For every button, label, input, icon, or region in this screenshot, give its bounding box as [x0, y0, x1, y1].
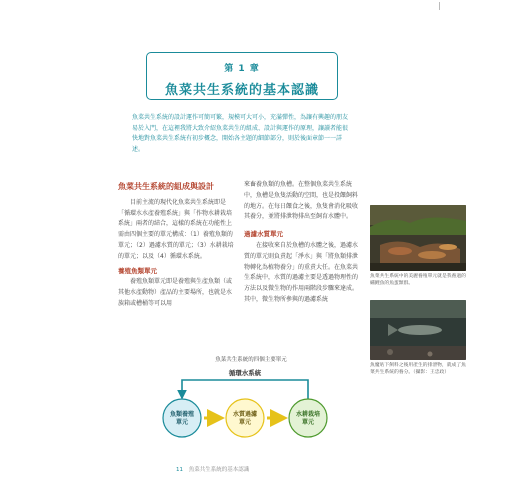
photo-fish	[370, 300, 466, 360]
chapter-intro: 魚菜共生系統的設計運作可簡可繁，規模可大可小，充滿彈性，為讓有興趣的朋友易於入門，在這裡我將大致介紹魚菜共生的組成、設計與運作的原理，讓讀者能很快地對魚菜共生系統有初步概念，開始各主題的細節部分，則於後面章節一一詳述。	[132, 114, 349, 153]
page-footer	[176, 465, 249, 473]
node-plant-unit	[289, 399, 327, 437]
running-footer: 魚菜共生系統的基本認識	[188, 467, 250, 473]
subsection-paragraph-fish: 養殖魚類單元即是養殖與生產魚類（或其他水產動物）產品的主要場所，也就是水族箱或槽桶等可以用	[118, 278, 233, 307]
photo-fish-tank	[370, 205, 466, 271]
aquaponics-units-diagram	[150, 362, 350, 452]
photo-caption: 魚菜共生系統中的美麗養殖單元就是我養過的繡鯉魚的魚蛋類群。	[370, 274, 466, 286]
node-fish-label: 魚類養殖	[169, 411, 195, 418]
crop-mark	[439, 2, 440, 10]
section-paragraph: 目前主流的現代化魚菜共生系統即是「循環水水產養殖系統」與「作物水耕栽培系統」兩者的結合，這樣的系統在功能性上需由四個主要的單元構成：（1）養殖魚類的單元；（2）過濾水質的單元；（3）水耕栽培的單元；以及（4）循環水系統。	[118, 198, 234, 260]
text-column-middle	[244, 180, 362, 306]
node-filter-sub: 單元	[238, 419, 252, 426]
node-fish-sub: 單元	[175, 419, 189, 426]
text-column-left	[118, 182, 236, 310]
node-filter-label: 水質過濾	[232, 411, 258, 418]
node-filter-unit	[226, 399, 264, 437]
loop-arrow	[182, 380, 308, 400]
chapter-heading-box	[146, 52, 338, 100]
loop-label: 循環水系統	[228, 369, 262, 377]
page-number: 11	[176, 467, 183, 473]
subsection-title-filter: 過濾水質單元	[244, 230, 283, 239]
continued-paragraph: 來畜養魚類的魚槽。在整個魚菜共生系統中，魚槽是魚隻活動的空間，也是投餵飼料的地方。在每日餵食之後，魚隻會消化吸收其養分，並將排泄物排出至飼育水體中。	[244, 181, 359, 221]
node-plant-label: 水耕栽培	[295, 411, 321, 418]
node-fish-unit	[163, 399, 201, 437]
node-plant-sub: 單元	[301, 419, 315, 426]
section-title: 魚菜共生系統的組成與設計	[118, 182, 214, 191]
chapter-title: 魚菜共生系統的基本認識	[164, 83, 319, 98]
photo-caption: 魚魔咕下飼料之後用產生的排泄物，就成了魚菜共生系統的養分。（攝影：王忠政）	[370, 363, 466, 375]
subsection-paragraph-filter: 在接收來自於魚槽的水體之後，過濾水質的單元則負責起「淨水」與「將魚類排泄物轉化為植物養分」的重責大任。在魚菜共生系統中，水質的過濾主要是透過物理性的方法以及微生物的作用兩階段步驟來達成。其中，微生物所參與的過濾系統	[244, 241, 359, 303]
subsection-title-fish: 養殖魚類單元	[118, 266, 157, 275]
chapter-number: 第 1 章	[224, 64, 260, 74]
diagram-title: 魚菜共生系統的四個主要單元	[215, 357, 287, 363]
